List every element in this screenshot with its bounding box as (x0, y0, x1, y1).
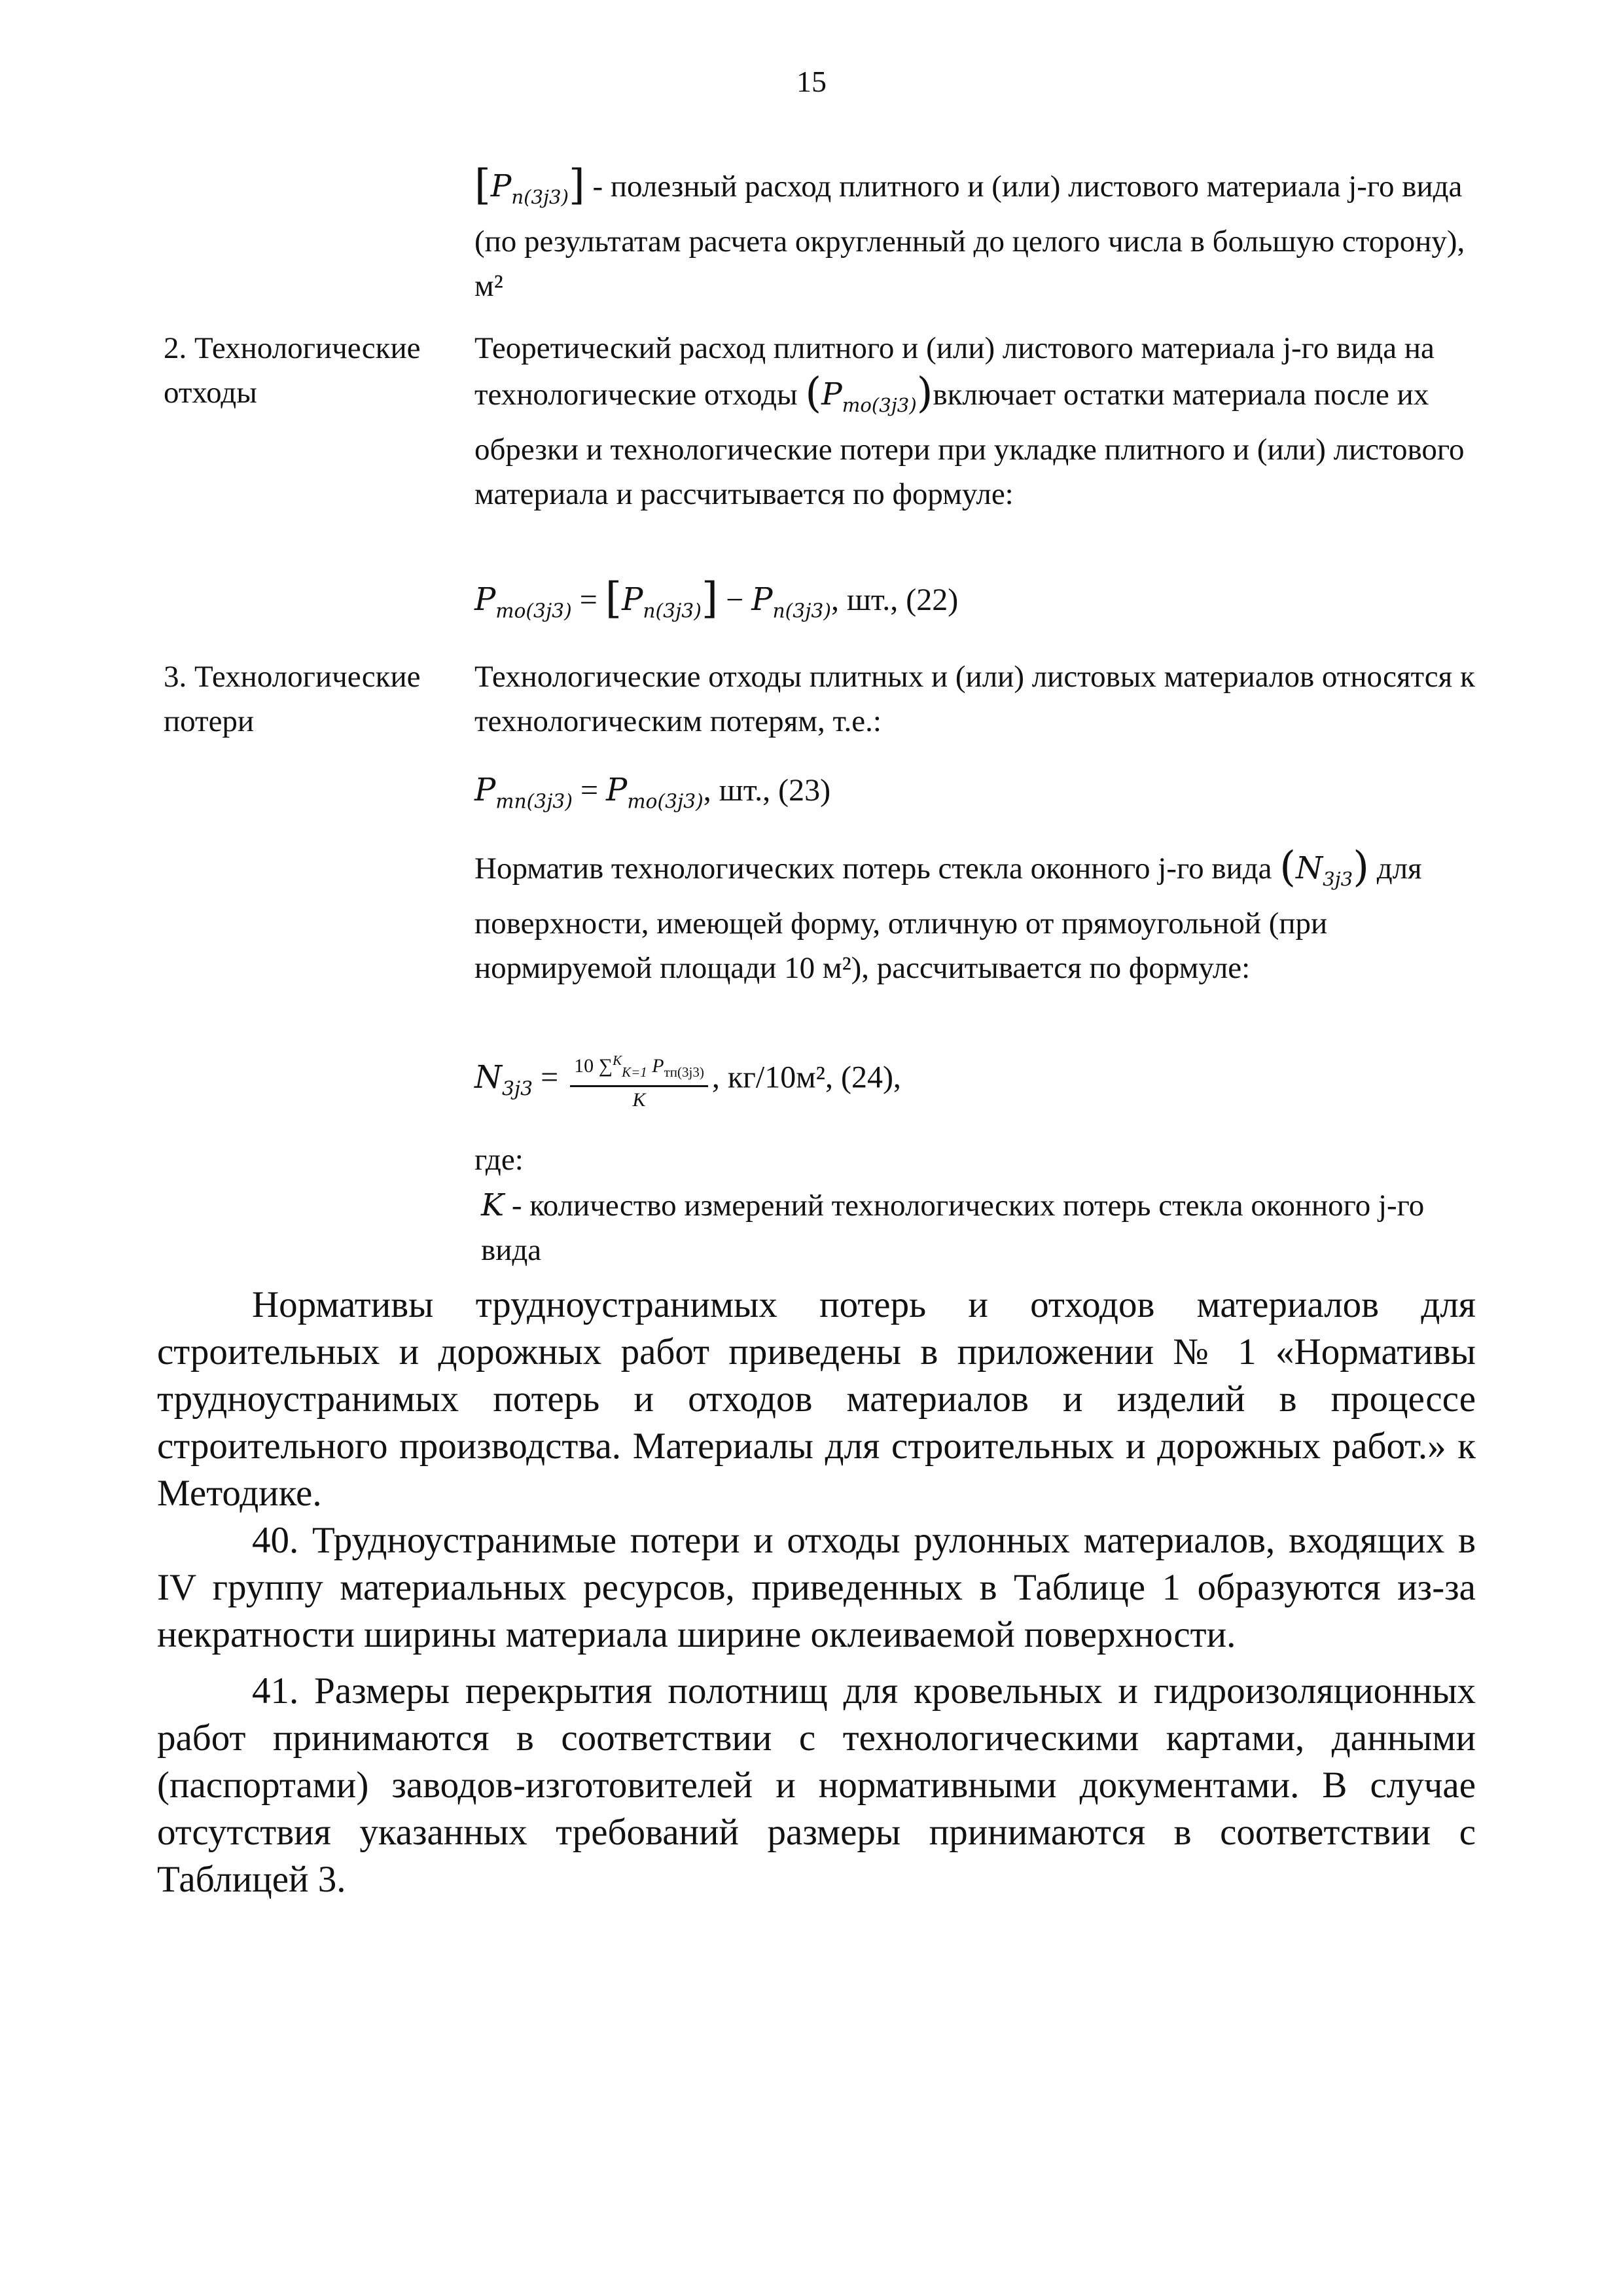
term-technological-waste: 2. Технологические отходы (164, 331, 421, 410)
useful-consumption-definition (474, 162, 1476, 308)
norm-symbol: $(N_{3j3})$ (1279, 842, 1369, 891)
formula-24: $N_{3j3}$ = $\frac{10 \sum^K_{K=1} P_{тп(3j3)}}{K}$ , кг/10м², (24), (474, 1047, 901, 1113)
page-number: 15 (796, 65, 827, 98)
formula-23-tail: , шт., (23) (703, 773, 831, 808)
k-definition (481, 1183, 1476, 1272)
norm-text-before: Норматив технологических потерь стекла оконного j-го вида (474, 852, 1272, 886)
formula-24-fraction: $\frac{10 \sum^K_{K=1} P_{тп(3j3)}}{K}$ (570, 1047, 708, 1113)
waste-text-after: включает остатки материала после их обрезки и технологические потери при укладке плитного и (или) листового материала и рассчитывается по формуле: (474, 378, 1465, 512)
paragraph-40: 40. Трудноустранимые потери и отходы рулонных материалов, входящих в IV группу материальных ресурсов, приведенных в Таблице 1 образуются из-за некратности ширины материала ширине оклеиваемой поверхности. (157, 1520, 1476, 1655)
waste-symbol: $(P_{то(3j3)})$ (805, 368, 933, 417)
useful-consumption-symbol: $[P_{п(3j3)}]$ (474, 160, 585, 209)
term-technological-losses: 3. Технологические потери (164, 660, 421, 738)
waste-text-before: Теоретический расход плитного и (или) листового материала j-го вида на технологические отходы (474, 331, 1435, 412)
k-definition-text: - количество измерений технологических потерь стекла оконного j-го вида (481, 1189, 1425, 1267)
useful-consumption-text: - полезный расход плитного и (или) листового материала j-го вида (по результатам расчета округленный до целого числа в большую сторону), м² (474, 170, 1465, 304)
paragraph-41: 41. Размеры перекрытия полотнищ для кровельных и гидроизоляционных работ принимаются в соответствии с технологическими картами, данными (паспортами) заводов-изготовителей и нормативными документами. В случае отсутствия указанных требований размеры принимаются в соответствии с Таблицей 3. (157, 1670, 1476, 1900)
formula-22: $P_{то(3j3)} = [P_{п(3j3)}] - P_{п(3j3)}$, шт., (22) (474, 574, 959, 623)
k-symbol: K (481, 1187, 505, 1223)
norm-text-after: для поверхности, имеющей форму, отличную от прямоугольной (при нормируемой площади 10 м²), рассчитывается по формуле: (474, 852, 1422, 986)
technological-waste-definition (474, 326, 1476, 516)
formula-22-tail: , шт., (22) (830, 583, 959, 618)
formula-23: $P_{тп(3j3)} = P_{то(3j3)}$, шт., (23) (474, 772, 831, 814)
formula-24-tail: , кг/10м², (24), (711, 1060, 901, 1095)
glass-loss-norm-text (474, 844, 1476, 990)
paragraph-norms: Нормативы трудноустранимых потерь и отходов материалов для строительных и дорожных работ приведены в приложении № 1 «Нормативы трудноустранимых потерь и отходов материалов и изделий в процессе строительного производства. Материалы для строительных и дорожных работ.» к Методике. (157, 1284, 1476, 1514)
where-label: где: (474, 1143, 524, 1177)
technological-losses-text: Технологические отходы плитных и (или) листовых материалов относятся к технологическим потерям, т.е.: (474, 660, 1475, 738)
